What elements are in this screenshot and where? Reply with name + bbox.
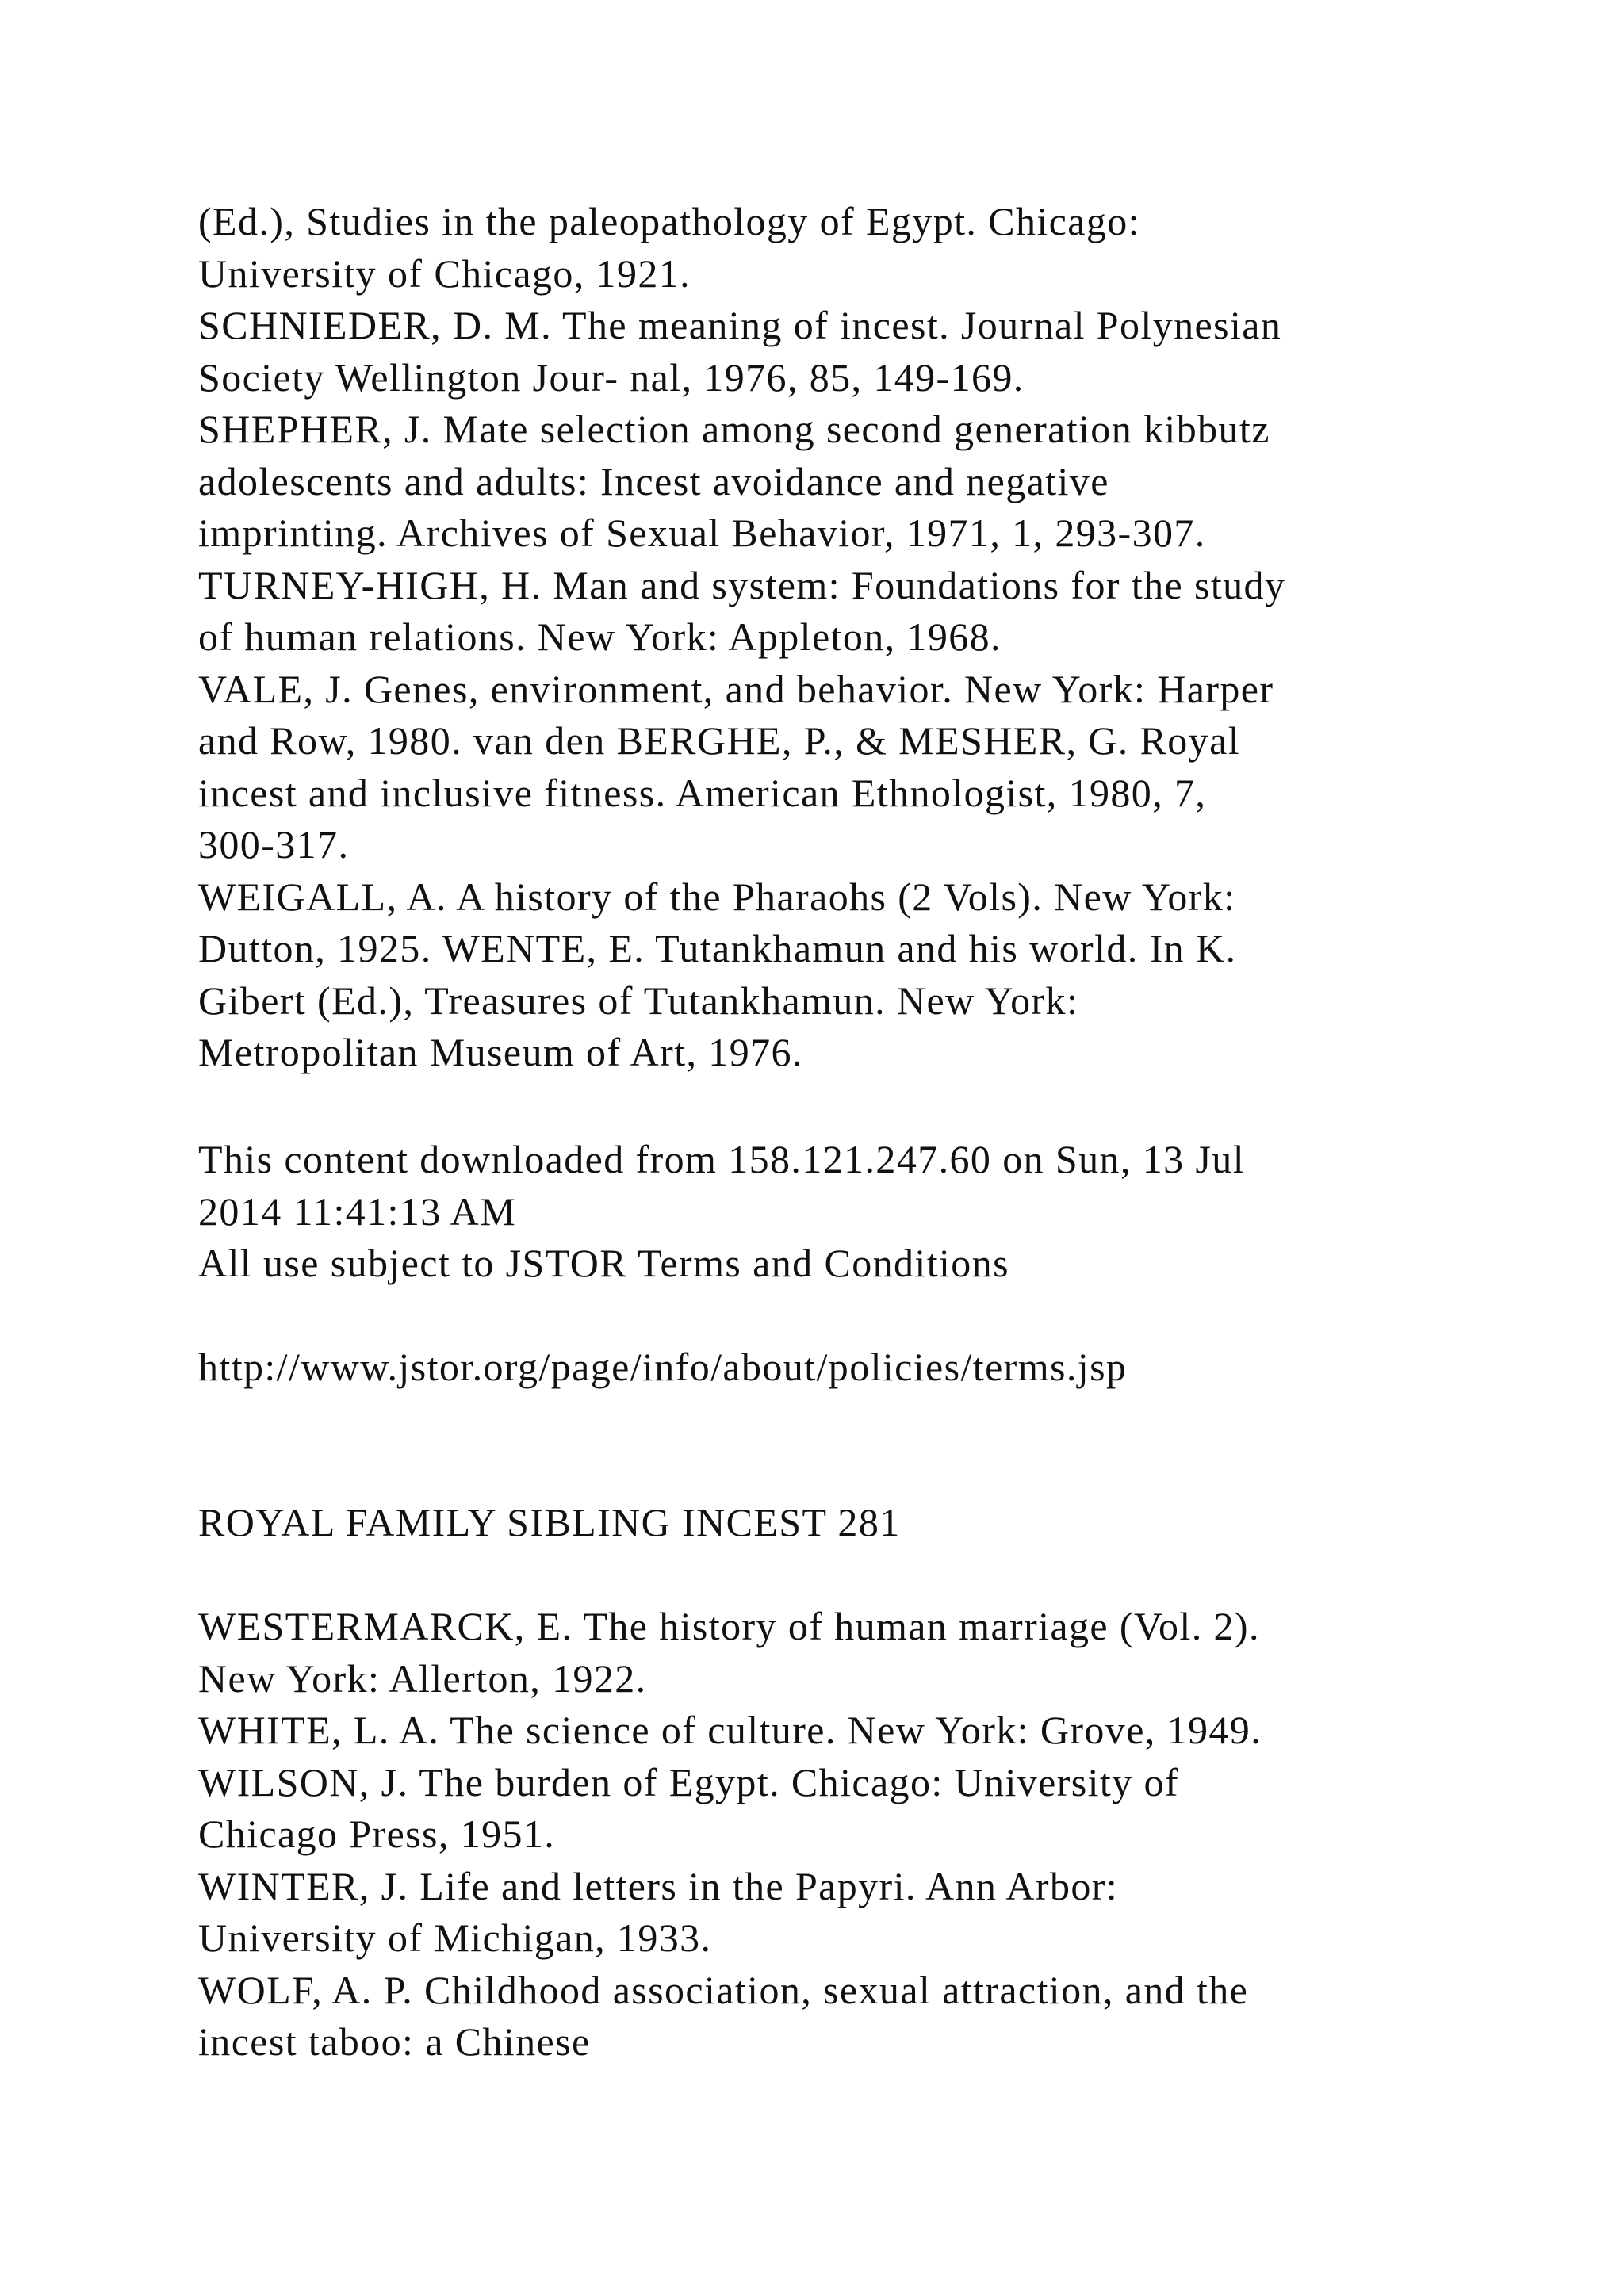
reference-line: adolescents and adults: Incest avoidance and negative — [198, 458, 1109, 503]
running-header: ROYAL FAMILY SIBLING INCEST 281 — [198, 1500, 901, 1544]
reference-line: New York: Allerton, 1922. — [198, 1655, 647, 1701]
reference-list-top — [198, 196, 1499, 1079]
terms-url: http://www.jstor.org/page/info/about/policies/terms.jsp — [198, 1345, 1128, 1389]
reference-line: TURNEY-HIGH, H. Man and system: Foundations for the study — [198, 562, 1286, 607]
reference-line: (Ed.), Studies in the paleopathology of Egypt. Chicago: — [198, 199, 1140, 243]
reference-line: Society Wellington Jour- nal, 1976, 85, 149-169. — [198, 354, 1025, 400]
reference-line: Metropolitan Museum of Art, 1976. — [198, 1030, 803, 1074]
download-notice-line: 2014 11:41:13 AM — [198, 1188, 517, 1234]
terms-url-block — [198, 1341, 1499, 1394]
reference-list-bottom — [198, 1601, 1499, 2068]
download-notice-line: This content downloaded from 158.121.247.60 on Sun, 13 Jul — [198, 1137, 1245, 1181]
reference-line: of human relations. New York: Appleton, 1968. — [198, 614, 1002, 659]
reference-line: University of Chicago, 1921. — [198, 251, 691, 296]
reference-line: SHEPHER, J. Mate selection among second generation kibbutz — [198, 407, 1270, 451]
reference-line: WINTER, J. Life and letters in the Papyri. Ann Arbor: — [198, 1863, 1119, 1908]
reference-line: incest and inclusive fitness. American Ethnologist, 1980, 7, — [198, 770, 1207, 815]
reference-line: incest taboo: a Chinese — [198, 2019, 591, 2064]
terms-notice-line: All use subject to JSTOR Terms and Conditions — [198, 1241, 1009, 1285]
reference-line: WOLF, A. P. Childhood association, sexual attraction, and the — [198, 1967, 1249, 2012]
reference-line: WILSON, J. The burden of Egypt. Chicago: University of — [198, 1759, 1179, 1804]
reference-line: Gibert (Ed.), Treasures of Tutankhamun. New York: — [198, 978, 1079, 1023]
reference-line: and Row, 1980. van den BERGHE, P., & MESHER, G. Royal — [198, 718, 1240, 763]
reference-line: 300-317. — [198, 822, 350, 867]
reference-line: imprinting. Archives of Sexual Behavior, 1971, 1, 293-307. — [198, 511, 1206, 555]
reference-line: Chicago Press, 1951. — [198, 1812, 556, 1856]
reference-line: WESTERMARCK, E. The history of human marriage (Vol. 2). — [198, 1604, 1260, 1648]
running-header-block — [198, 1497, 1499, 1549]
download-notice — [198, 1134, 1499, 1290]
reference-line: University of Michigan, 1933. — [198, 1915, 712, 1960]
reference-line: WHITE, L. A. The science of culture. New York: Grove, 1949. — [198, 1708, 1262, 1752]
reference-line: VALE, J. Genes, environment, and behavior. New York: Harper — [198, 666, 1274, 711]
reference-line: Dutton, 1925. WENTE, E. Tutankhamun and his world. In K. — [198, 926, 1237, 970]
reference-line: SCHNIEDER, D. M. The meaning of incest. Journal Polynesian — [198, 303, 1282, 347]
reference-line: WEIGALL, A. A history of the Pharaohs (2 Vols). New York: — [198, 874, 1236, 919]
